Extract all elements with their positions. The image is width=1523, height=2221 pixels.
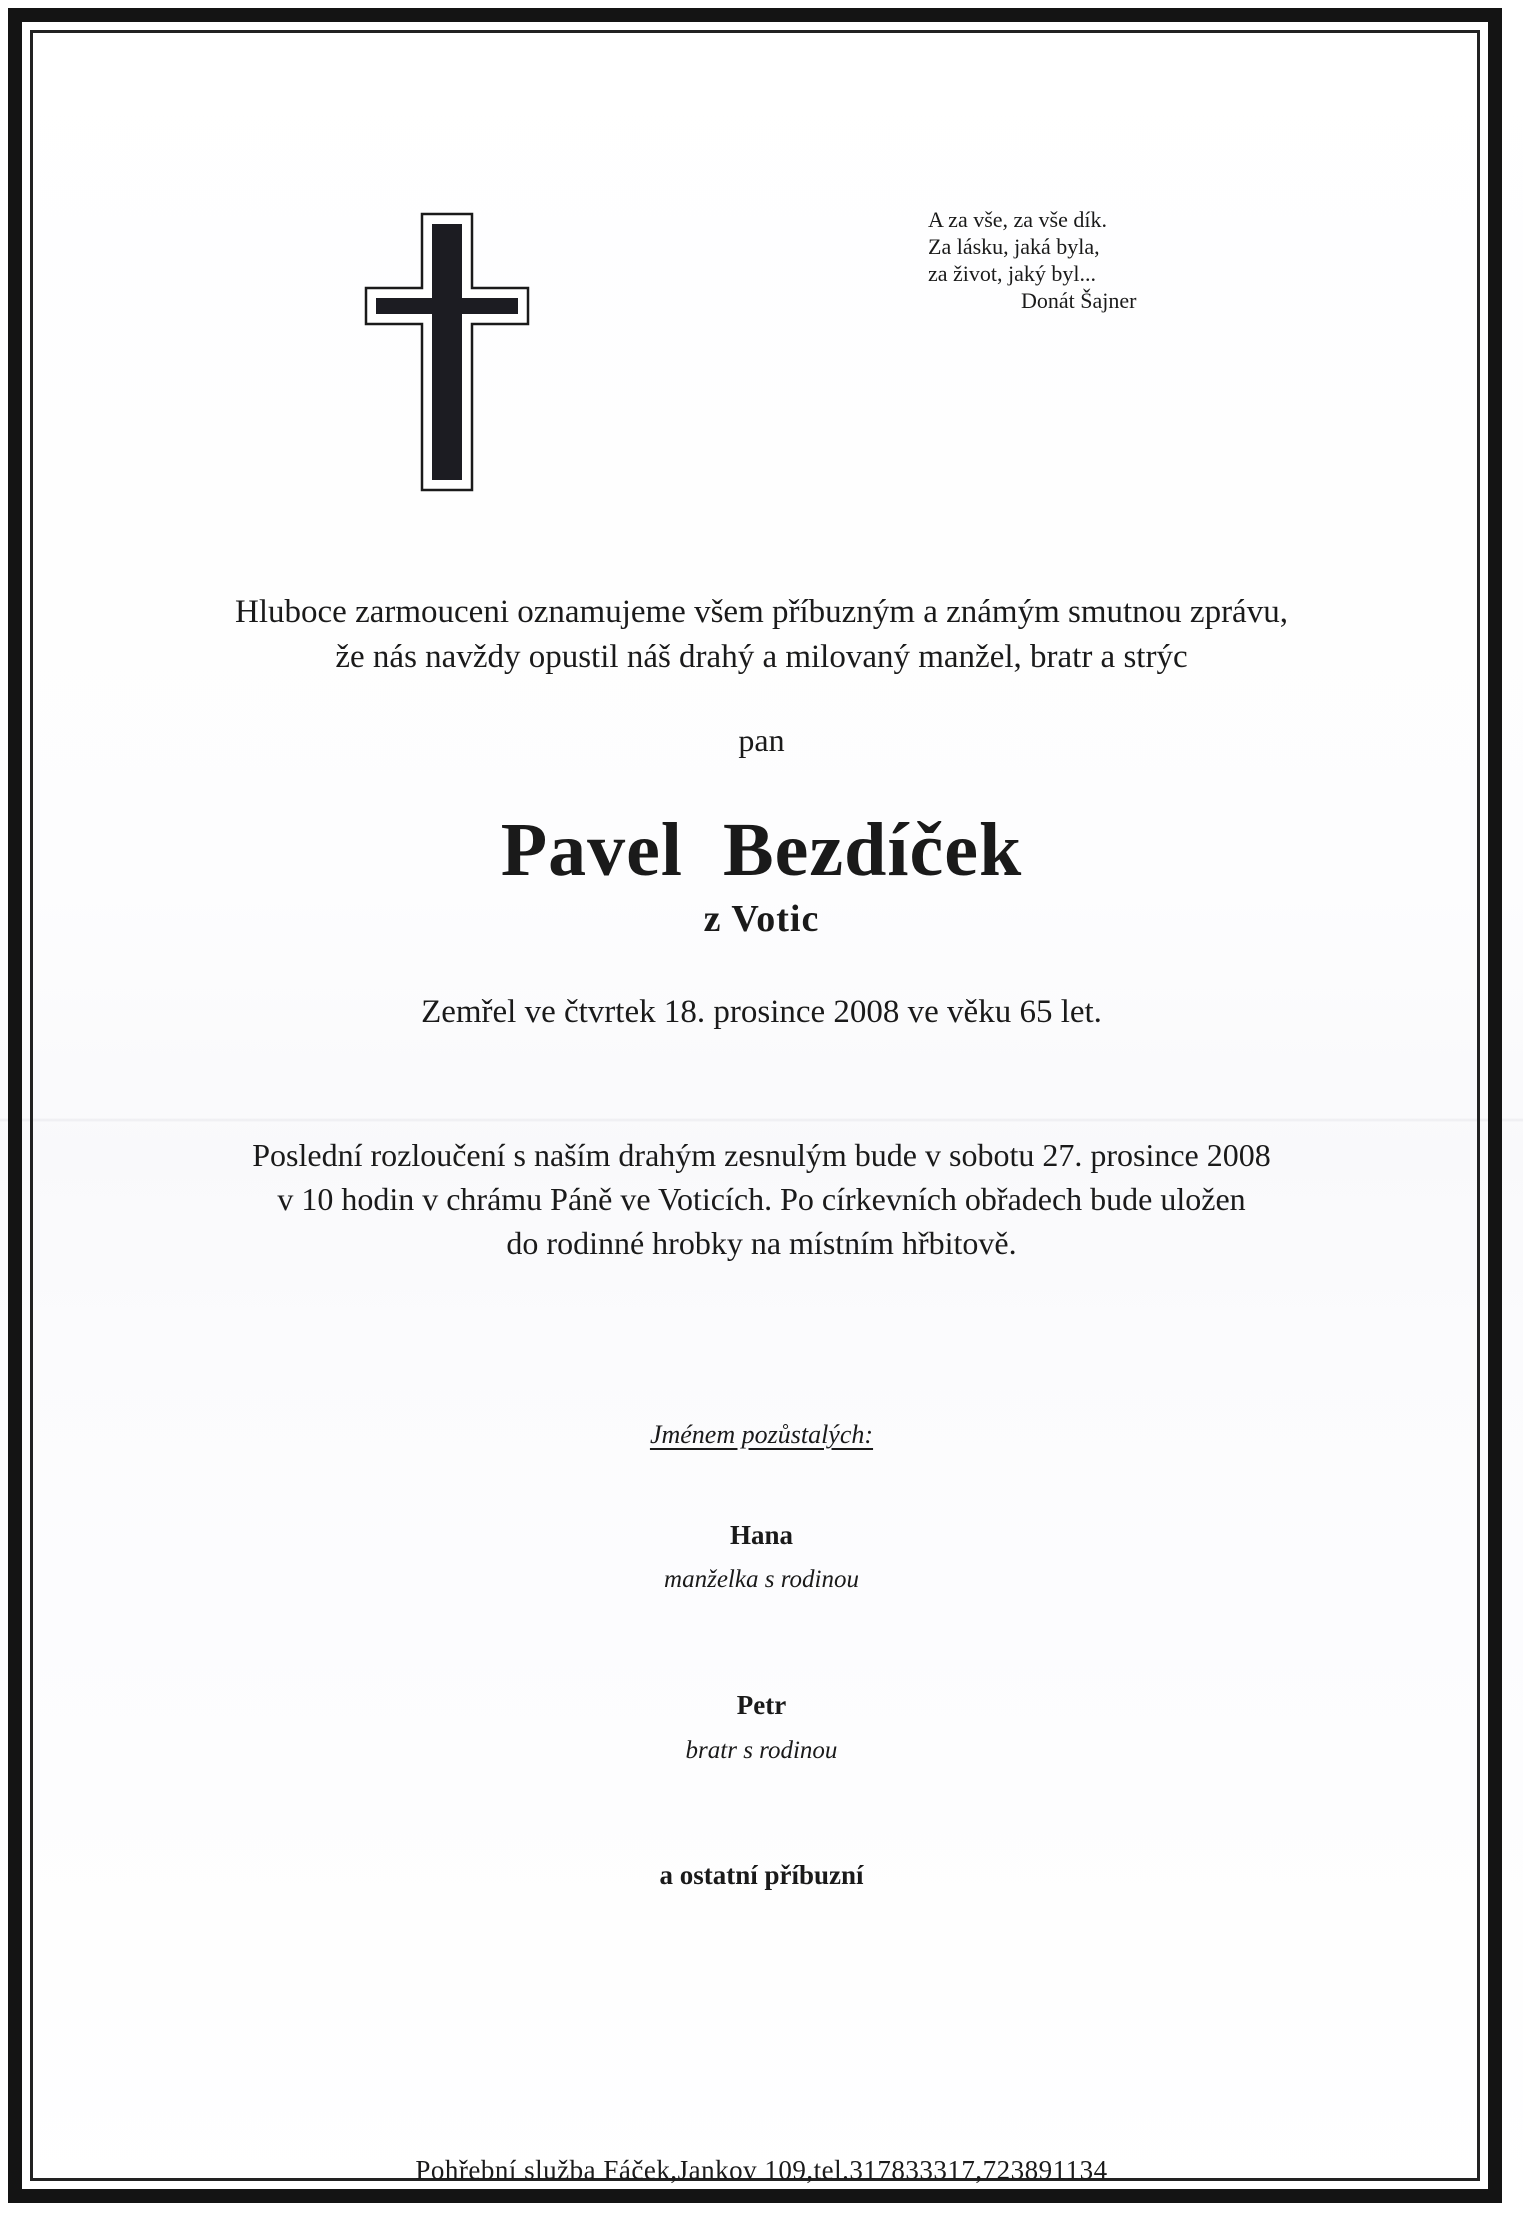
mourner-name: Petr: [736, 1690, 787, 1720]
mourners-heading-text: Jménem pozůstalých:: [649, 1420, 874, 1449]
mourner-relation: bratr s rodinou: [685, 1737, 838, 1764]
quote-line: za život, jaký byl...: [928, 261, 1097, 286]
funeral-service-footer: Pohřební služba Fáček,Jankov 109,tel.317833317,723891134: [415, 2155, 1108, 2185]
mourners-heading: [0, 1420, 1523, 1450]
deceased-name-text: Pavel Bezdíček: [500, 808, 1023, 892]
announcement-intro: [0, 590, 1523, 680]
other-relatives: a ostatní příbuzní: [659, 1860, 864, 1890]
quote-line: A za vše, za vše dík.: [928, 207, 1107, 232]
funeral-line: do rodinné hrobky na místním hřbitově.: [506, 1225, 1017, 1261]
funeral-line: v 10 hodin v chrámu Páně ve Voticích. Po církevních obřadech bude uložen: [277, 1181, 1246, 1217]
intro-line: Hluboce zarmouceni oznamujeme všem příbuzným a známým smutnou zprávu,: [235, 594, 1288, 630]
funeral-line: Poslední rozloučení s naším drahým zesnulým bude v sobotu 27. prosince 2008: [252, 1137, 1271, 1173]
mourning-border-inner: [30, 30, 1480, 2181]
intro-line: že nás navždy opustil náš drahý a milovaný manžel, bratr a strýc: [335, 639, 1188, 675]
mourner-name: Hana: [729, 1520, 794, 1550]
deceased-origin: z Votic: [703, 898, 820, 940]
quote-line: Za lásku, jaká byla,: [928, 234, 1100, 259]
cross-icon: [362, 212, 532, 497]
mourner-relation: manželka s rodinou: [664, 1566, 859, 1593]
funeral-details: [0, 1133, 1523, 1265]
death-notice: Zemřel ve čtvrtek 18. prosince 2008 ve věku 65 let.: [421, 994, 1102, 1030]
memorial-quote: [928, 206, 1136, 314]
honorific-title: pan: [738, 722, 785, 758]
quote-author: Donát Šajner: [1021, 288, 1137, 313]
deceased-name: [0, 807, 1523, 894]
